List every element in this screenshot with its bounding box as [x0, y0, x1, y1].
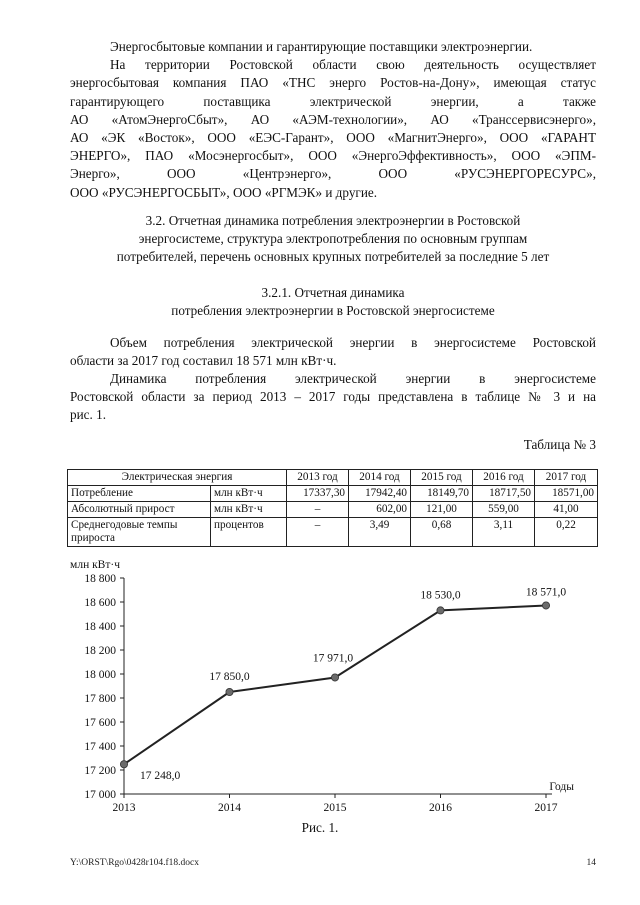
body-line: Объем потребления электрической энергии в энергосистеме Ростовской: [110, 335, 596, 350]
table-cell: 3,11: [473, 518, 535, 547]
body-line: области за 2017 год составил 18 571 млн кВт·ч.: [70, 353, 337, 369]
table-row-unit: процентов: [211, 518, 287, 547]
table-cell: 602,00: [349, 502, 411, 518]
subsection-heading-line: 3.2.1. Отчетная динамика: [261, 285, 405, 300]
intro-line: Энерго», ООО «Центрэнерго», ООО «РУСЭНЕРГОРЕСУРС»,: [70, 166, 596, 182]
table-header-row: [68, 470, 598, 486]
table-cell: 121,00: [411, 502, 473, 518]
y-tick-label: 18 800: [84, 573, 116, 585]
table-header-cell: 2016 год: [473, 470, 535, 486]
y-tick-label: 17 000: [84, 789, 116, 801]
body-paragraph-1: [70, 334, 596, 370]
consumption-line-chart: [60, 558, 600, 820]
section-heading-line: энергосистеме, структура электропотребления по основным группам: [138, 231, 528, 247]
table-cell: –: [287, 518, 349, 547]
consumption-table: [67, 469, 598, 547]
y-tick-label: 17 400: [84, 741, 116, 753]
x-tick-label: 2015: [323, 802, 347, 814]
x-axis-title: Годы: [549, 781, 574, 793]
data-point: [226, 688, 233, 695]
y-tick-label: 17 600: [84, 717, 116, 729]
intro-line: АО «АтомЭнергоСбыт», АО «АЭМ-технологии», АО «Транссервисэнерго»,: [70, 111, 596, 127]
table-cell: 18571,00: [535, 486, 598, 502]
table-cell: 0,22: [535, 518, 598, 547]
table-cell: 17337,30: [287, 486, 349, 502]
data-label: 17 971,0: [312, 652, 354, 665]
y-tick-label: 17 800: [84, 693, 116, 705]
x-tick-label: 2017: [534, 802, 558, 814]
table-header-cell: 2014 год: [349, 470, 411, 486]
section-heading: [70, 212, 596, 267]
table-cell: 0,68: [411, 518, 473, 547]
table-header-cell: 2013 год: [287, 470, 349, 486]
chart-series: [124, 605, 546, 764]
intro-line: гарантирующего поставщика электрической энергии, а также: [70, 93, 596, 109]
intro-line: АО «ЭК «Восток», ООО «ЕЭС-Гарант», ООО «МагнитЭнерго», ООО «ГАРАНТ: [70, 130, 596, 146]
footer-file-path: Y:\ORST\Rgo\0428r104.f18.docx: [70, 858, 199, 868]
data-point: [437, 607, 444, 614]
x-tick-label: 2016: [429, 802, 452, 814]
body-line: Динамика потребления электрической энергии в энергосистеме: [110, 371, 596, 386]
body-line: рис. 1.: [70, 407, 106, 423]
data-label: 17 248,0: [140, 770, 181, 783]
table-caption: Таблица № 3: [523, 437, 596, 452]
x-tick-label: 2013: [112, 802, 136, 814]
table-row-label: Потребление: [68, 486, 211, 502]
intro-paragraph: [70, 38, 596, 202]
y-tick-label: 18 000: [84, 669, 116, 681]
table-row-unit: млн кВт·ч: [211, 502, 287, 518]
y-axis-title: млн кВт·ч: [70, 559, 120, 571]
data-label: 18 571,0: [525, 586, 567, 599]
intro-line: Энергосбытовые компании и гарантирующие поставщики электроэнергии.: [110, 39, 533, 54]
table-header-cell: 2017 год: [535, 470, 598, 486]
footer-page-number: 14: [586, 858, 596, 868]
table-cell: 18717,50: [473, 486, 535, 502]
table-cell: 559,00: [473, 502, 535, 518]
table-cell: 18149,70: [411, 486, 473, 502]
chart-data-labels: [140, 586, 566, 782]
intro-line: ООО «РУСЭНЕРГОСБЫТ», ООО «РГМЭК» и другие.: [70, 184, 378, 200]
intro-line: энергосбытовая компания ПАО «ТНС энерго Ростов-на-Дону», имеющая статус: [70, 75, 596, 91]
data-label: 18 530,0: [420, 589, 461, 602]
body-paragraph-2: [70, 370, 596, 425]
data-point: [542, 602, 549, 609]
table-row-unit: млн кВт·ч: [211, 486, 287, 502]
y-tick-label: 18 400: [84, 621, 116, 633]
body-line: Ростовской области за период 2013 – 2017 годы представлена в таблице № 3 и на: [70, 389, 596, 405]
table-header-cell: Электрическая энергия: [68, 470, 287, 486]
table-row: [68, 486, 598, 502]
x-tick-label: 2014: [218, 802, 241, 814]
table-row: [68, 502, 598, 518]
y-tick-label: 18 200: [84, 645, 116, 657]
series-line: [124, 605, 546, 764]
table-cell: –: [287, 502, 349, 518]
figure-caption: Рис. 1.: [301, 820, 339, 835]
y-tick-label: 18 600: [84, 597, 116, 609]
subsection-heading: [70, 284, 596, 320]
chart-markers: [120, 602, 549, 768]
table-cell: 3,49: [349, 518, 411, 547]
table-row: [68, 518, 598, 547]
table-row-label: Среднегодовые темпы прироста: [68, 518, 211, 547]
data-point: [331, 674, 338, 681]
data-label: 17 850,0: [209, 671, 250, 683]
section-heading-line: 3.2. Отчетная динамика потребления электроэнергии в Ростовской: [145, 213, 521, 228]
section-heading-line: потребителей, перечень основных крупных потребителей за последние 5 лет: [116, 249, 550, 265]
intro-line: На территории Ростовской области свою деятельность осуществляет: [110, 57, 596, 73]
intro-line: ЭНЕРГО», ПАО «Мосэнергосбыт», ООО «ЭнергоЭффективность», ООО «ЭПМ-: [70, 148, 596, 164]
table-cell: 17942,40: [349, 486, 411, 502]
table-header-cell: 2015 год: [411, 470, 473, 486]
subsection-heading-line: потребления электроэнергии в Ростовской энергосистеме: [171, 303, 495, 319]
data-point: [120, 761, 127, 768]
y-tick-label: 17 200: [84, 765, 116, 777]
table-row-label: Абсолютный прирост: [68, 502, 211, 518]
table-cell: 41,00: [535, 502, 598, 518]
